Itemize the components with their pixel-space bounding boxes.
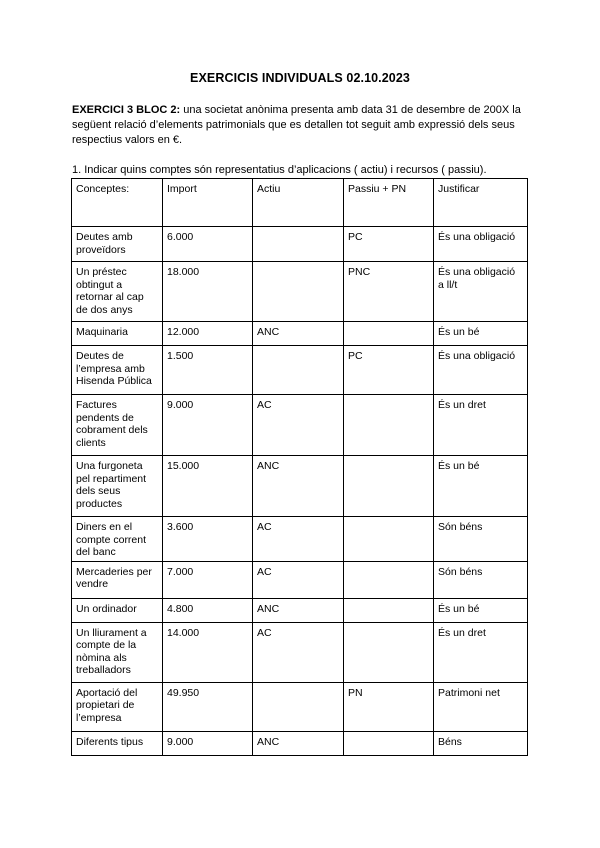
concepte-cell: Aportació del propietari de l’empresa xyxy=(72,682,163,731)
import-cell: 9.000 xyxy=(163,731,253,755)
document-title: EXERCICIS INDIVIDUALS 02.10.2023 xyxy=(190,71,410,85)
concepte-cell: Una furgoneta pel repartiment dels seus productes xyxy=(72,456,163,517)
exercise-text: una societat anònima presenta amb data 31 de desembre de 200X la següent relació d’elements patrimonials que es detallen tot seguit amb expressió dels seus respectius valors en €. xyxy=(72,104,521,146)
passiu-cell xyxy=(344,456,434,517)
actiu-cell: ANC xyxy=(253,598,344,622)
passiu-cell: PN xyxy=(344,682,434,731)
question-text: 1. Indicar quins comptes són representatius d’aplicacions ( actiu) i recursos ( passiu). xyxy=(72,164,487,176)
passiu-cell: PC xyxy=(344,227,434,262)
actiu-cell xyxy=(253,346,344,395)
passiu-cell xyxy=(344,731,434,755)
passiu-cell xyxy=(344,322,434,346)
justificar-cell: És una obligació xyxy=(434,227,528,262)
concepte-cell: Diners en el compte corrent del banc xyxy=(72,517,163,562)
header-passiu-pn: Passiu + PN xyxy=(344,179,434,227)
exercise-statement xyxy=(72,103,532,148)
header-conceptes: Conceptes: xyxy=(72,179,163,227)
import-cell: 49.950 xyxy=(163,682,253,731)
justificar-cell: És un bé xyxy=(434,598,528,622)
passiu-cell xyxy=(344,395,434,456)
justificar-cell: Patrimoni net xyxy=(434,682,528,731)
actiu-cell xyxy=(253,682,344,731)
justificar-cell: És un dret xyxy=(434,622,528,682)
table-row xyxy=(72,731,528,755)
concepte-cell: Mercaderies per vendre xyxy=(72,561,163,598)
table-row xyxy=(72,622,528,682)
table-header-row xyxy=(72,179,528,227)
table-row xyxy=(72,346,528,395)
import-cell: 9.000 xyxy=(163,395,253,456)
import-cell: 4.800 xyxy=(163,598,253,622)
actiu-cell: AC xyxy=(253,395,344,456)
actiu-cell: ANC xyxy=(253,322,344,346)
table-row xyxy=(72,395,528,456)
concepte-cell: Un lliurament a compte de la nòmina als treballadors xyxy=(72,622,163,682)
exercise-label: EXERCICI 3 BLOC 2: xyxy=(72,104,181,116)
passiu-cell xyxy=(344,561,434,598)
table-row xyxy=(72,456,528,517)
justificar-cell: És una obligació xyxy=(434,346,528,395)
table-row xyxy=(72,598,528,622)
import-cell: 3.600 xyxy=(163,517,253,562)
actiu-cell: AC xyxy=(253,622,344,682)
passiu-cell: PC xyxy=(344,346,434,395)
table-row xyxy=(72,682,528,731)
concepte-cell: Diferents tipus xyxy=(72,731,163,755)
concepte-cell: Maquinaria xyxy=(72,322,163,346)
import-cell: 7.000 xyxy=(163,561,253,598)
import-cell: 15.000 xyxy=(163,456,253,517)
actiu-cell: AC xyxy=(253,517,344,562)
actiu-cell: ANC xyxy=(253,731,344,755)
justificar-cell: És un bé xyxy=(434,322,528,346)
concepte-cell: Un préstec obtingut a retornar al cap de dos anys xyxy=(72,262,163,322)
passiu-cell xyxy=(344,598,434,622)
concepte-cell: Un ordinador xyxy=(72,598,163,622)
justificar-cell: És una obligació a ll/t xyxy=(434,262,528,322)
table-row xyxy=(72,517,528,562)
header-actiu: Actiu xyxy=(253,179,344,227)
concepte-cell: Deutes amb proveïdors xyxy=(72,227,163,262)
justificar-cell: Béns xyxy=(434,731,528,755)
import-cell: 18.000 xyxy=(163,262,253,322)
import-cell: 12.000 xyxy=(163,322,253,346)
actiu-cell xyxy=(253,262,344,322)
import-cell: 14.000 xyxy=(163,622,253,682)
actiu-cell xyxy=(253,227,344,262)
table-row xyxy=(72,322,528,346)
table-row xyxy=(72,227,528,262)
import-cell: 6.000 xyxy=(163,227,253,262)
passiu-cell xyxy=(344,622,434,682)
justificar-cell: Són béns xyxy=(434,561,528,598)
justificar-cell: Són béns xyxy=(434,517,528,562)
accounts-table xyxy=(71,178,528,756)
table-row xyxy=(72,262,528,322)
table-row xyxy=(72,561,528,598)
passiu-cell xyxy=(344,517,434,562)
import-cell: 1.500 xyxy=(163,346,253,395)
justificar-cell: És un bé xyxy=(434,456,528,517)
actiu-cell: AC xyxy=(253,561,344,598)
concepte-cell: Factures pendents de cobrament dels clients xyxy=(72,395,163,456)
actiu-cell: ANC xyxy=(253,456,344,517)
concepte-cell: Deutes de l’empresa amb Hisenda Pública xyxy=(72,346,163,395)
passiu-cell: PNC xyxy=(344,262,434,322)
header-import: Import xyxy=(163,179,253,227)
justificar-cell: És un dret xyxy=(434,395,528,456)
header-justificar: Justificar xyxy=(434,179,528,227)
